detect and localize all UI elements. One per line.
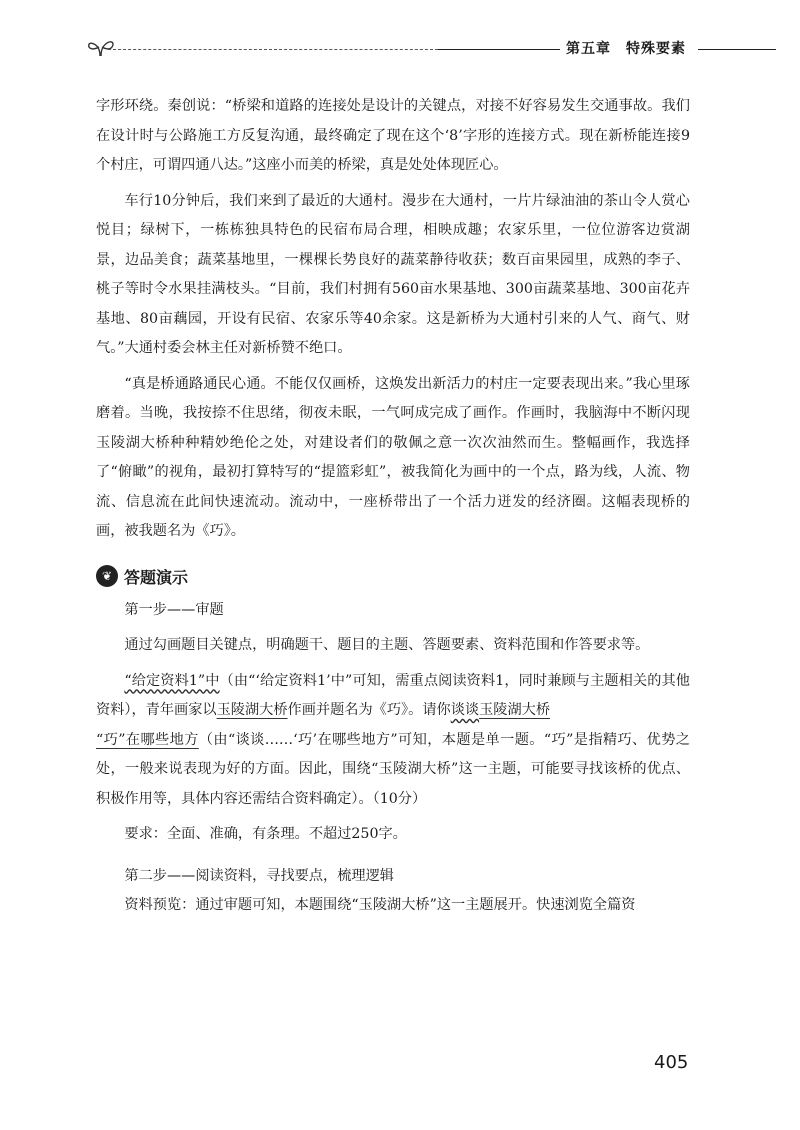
header-rule-dotted bbox=[108, 49, 438, 50]
question-keyword-qiao: “巧”在哪些地方 bbox=[96, 731, 199, 748]
step2-title: 第二步——阅读资料，寻找要点，梳理逻辑 bbox=[124, 867, 394, 884]
paragraph-datong-village: 车行10分钟后，我们来到了最近的大通村。漫步在大通村，一片片绿油油的茶山令人赏心悦目；绿树下，一栋栋独具特色的民宿布局合理，相映成趣；农家乐里，一位位游客边赏湖景，边品美食；蔬菜基地里，一棵棵长势良好的蔬菜静待收获；数百亩果园里，成熟的李子、桃子等时令水果挂满枝头。“目前，我们村拥有560亩水果基地、300亩蔬菜基地、300亩花卉基地、80亩藕园，开设有民宿、农家乐等40余家。这是新桥为大通村引来的人气、商气、财气。”大通村委会林主任对新桥赞不绝口。 bbox=[96, 192, 690, 356]
step2-preview: 资料预览：通过审题可知，本题围绕“玉陵湖大桥”这一主题展开。快速浏览全篇资 bbox=[124, 897, 636, 913]
question-keyword-material: “给定资料1”中 bbox=[124, 672, 220, 689]
step1-intro: 通过勾画题目关键点，明确题干、题目的主题、答题要素、资料范围和作答要求等。 bbox=[124, 637, 650, 653]
page-number: 405 bbox=[654, 1052, 689, 1073]
section-badge-icon: ❦ bbox=[96, 565, 118, 587]
step1-title: 第一步——审题 bbox=[124, 601, 224, 618]
question-text: （由“谈谈……‘巧’在哪些地方”可知，本题是单一题。“巧”是指精巧、优势之处，一般来说表现为好的方面。因此，围绕“玉陵湖大桥”这一主题，可能要寻找该桥的优点、积极作用等，具体内容还需结合资料确定）。（10分） bbox=[96, 731, 690, 807]
page-body bbox=[96, 92, 690, 921]
chapter-title: 第五章 特殊要素 bbox=[560, 38, 692, 58]
step1-requirement: 要求：全面、准确，有条理。不超过250字。 bbox=[124, 826, 407, 842]
paragraph-painting: “真是桥通路通民心通。不能仅仅画桥，这焕发出新活力的村庄一定要表现出来。”我心里琢磨着。当晚，我按捺不住思绪，彻夜未眠，一气呵成完成了画作。作画时，我脑海中不断闪现玉陵湖大桥种种精妙绝伦之处，对建设者们的敬佩之意一次次油然而生。整幅画作，我选择了“俯瞰”的视角，最初打算特写的“提篮彩虹”，被我简化为画中的一个点，路为线，人流、物流、信息流在此间快速流动。流动中，一座桥带出了一个活力迸发的经济圈。这幅表现桥的画，被我题名为《巧》。 bbox=[96, 375, 690, 539]
section-heading bbox=[96, 565, 690, 588]
section-title: 答题演示 bbox=[124, 567, 189, 587]
header-rule-right bbox=[698, 49, 776, 50]
question-keyword-bridge-2: 玉陵湖大桥 bbox=[479, 702, 551, 718]
sprout-icon bbox=[86, 32, 116, 62]
question-keyword-bridge: 玉陵湖大桥 bbox=[216, 702, 288, 718]
running-header bbox=[86, 32, 776, 62]
paragraph-continuation: 字形环绕。秦创说：“桥梁和道路的连接处是设计的关键点，对接不好容易发生交通事故。我们在设计时与公路施工方反复沟通，最终确定了现在这个‘8’字形的连接方式。现在新桥能连接9个村庄，可谓四通八达。”这座小而美的桥梁，真是处处体现匠心。 bbox=[96, 98, 690, 173]
question-text: （由“‘给定资料1’中”可知，需重点阅读资料1，同时兼顾与主题相关的其他资料），青年画家以 bbox=[96, 672, 690, 718]
question-keyword-discuss: 谈谈 bbox=[450, 702, 480, 718]
step1-question bbox=[96, 667, 690, 815]
question-text: 作画并题名为《巧》。请你 bbox=[287, 702, 451, 718]
